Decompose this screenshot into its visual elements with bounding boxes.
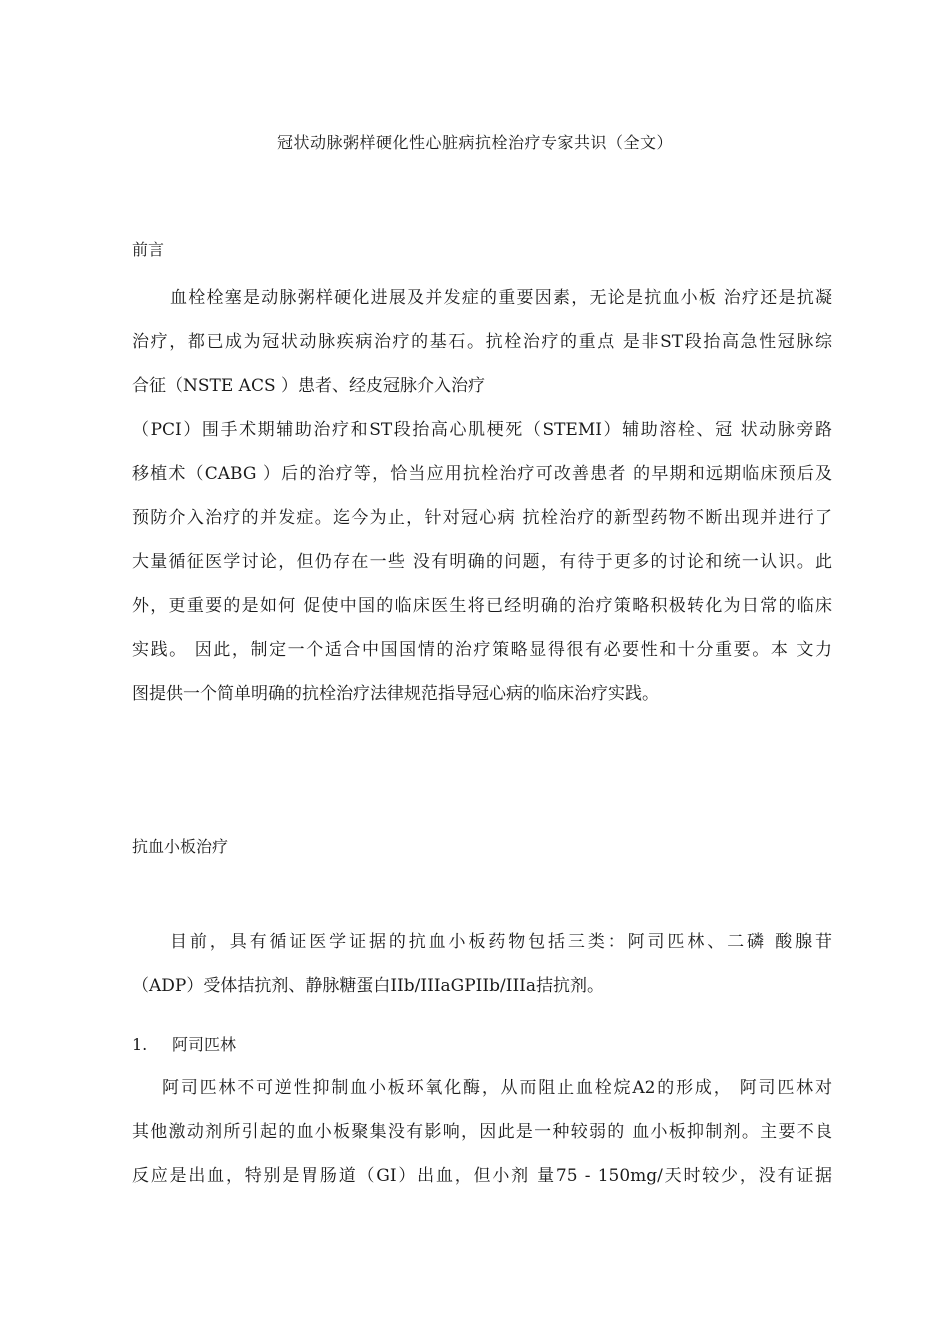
paragraph-line: 图提供一个简单明确的抗栓治疗法律规范指导冠心病的临床治疗实践。 [132, 684, 659, 704]
section-heading-preface: 前言 [132, 240, 165, 259]
paragraph-line: 合征（NSTE ACS ）患者、经皮冠脉介入治疗 [132, 376, 486, 396]
antiplatelet-paragraph [132, 920, 832, 1008]
paragraph-line: 反应是出血，特别是胃肠道（GI）出血，但小剂 量75 - 150mg/天时较少，没有证据 [132, 1166, 832, 1186]
paragraph-line: （ADP）受体拮抗剂、静脉糖蛋白IIb/IIIaGPIIb/IIIa拮抗剂。 [132, 976, 605, 996]
document-title: 冠状动脉粥样硬化性心脏病抗栓治疗专家共识（全文） [276, 133, 673, 152]
paragraph-line: 实践。 因此，制定一个适合中国国情的治疗策略显得很有必要性和十分重要。本 文力 [132, 640, 832, 660]
paragraph-line: 阿司匹林不可逆性抑制血小板环氧化酶，从而阻止血栓烷A2的形成， 阿司匹林对 [162, 1078, 832, 1098]
paragraph-line: 其他激动剂所引起的血小板聚集没有影响，因此是一种较弱的 血小板抑制剂。主要不良 [132, 1122, 832, 1142]
paragraph-line: 血栓栓塞是动脉粥样硬化进展及并发症的重要因素，无论是抗血小板 治疗还是抗凝 [170, 288, 832, 308]
paragraph-line: 外，更重要的是如何 促使中国的临床医生将已经明确的治疗策略积极转化为日常的临床 [132, 596, 832, 616]
subsection-heading-aspirin [132, 1032, 236, 1055]
aspirin-paragraph [132, 1066, 832, 1198]
section-heading-antiplatelet: 抗血小板治疗 [132, 837, 229, 856]
paragraph-line: （PCI）围手术期辅助治疗和ST段抬高心肌梗死（STEMI）辅助溶栓、冠 状动脉旁路 [132, 420, 832, 440]
preface-paragraph [132, 276, 832, 716]
subsection-number: 1. [132, 1035, 148, 1054]
paragraph-line: 预防介入治疗的并发症。迄今为止，针对冠心病 抗栓治疗的新型药物不断出现并进行了 [132, 508, 832, 528]
subsection-title: 阿司匹林 [172, 1035, 237, 1054]
paragraph-line: 移植术（CABG ）后的治疗等，恰当应用抗栓治疗可改善患者 的早期和远期临床预后及 [132, 464, 832, 484]
paragraph-line: 目前，具有循证医学证据的抗血小板药物包括三类：阿司匹林、二磷 酸腺苷 [170, 932, 832, 952]
paragraph-line: 治疗，都已成为冠状动脉疾病治疗的基石。抗栓治疗的重点 是非ST段抬高急性冠脉综 [132, 332, 832, 352]
paragraph-line: 大量循征医学讨论，但仍存在一些 没有明确的问题，有待于更多的讨论和统一认识。此 [132, 552, 832, 572]
